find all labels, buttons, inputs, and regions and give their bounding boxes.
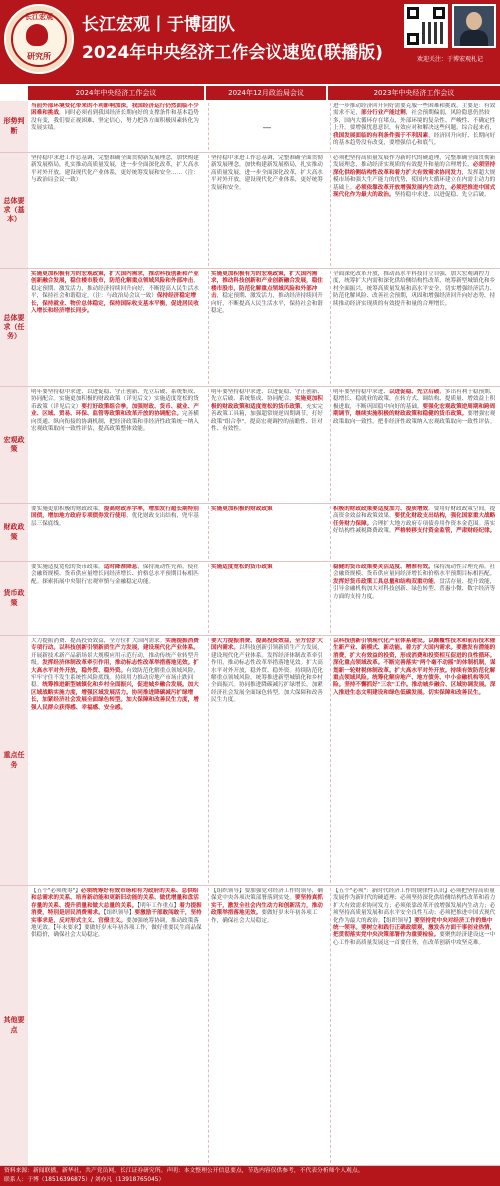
cell-c3 [330, 389, 498, 501]
cell-text: 要树立和践行正确政绩观，激发各方面干事创业热情，把贯彻落实党中央决策部署作为重要检验。 [333, 925, 496, 939]
cell-text: ，盘活存量、提升效能，引导金融机构加大对科技创新、绿色转型、普惠小微、数字经济等方面的支持力度。 [333, 578, 496, 600]
cell-text: 实施更加积极有为的宏观政策，扩大国内需求，推动科技创新和产业创新融合发展，稳住楼市股市，防范化解重点领域风险和外部冲击 [211, 271, 323, 300]
cell-text: 以科技创新引领新质生产力发展，建设现代化产业体系。 [58, 645, 199, 652]
cell-c1 [31, 888, 203, 1163]
cell-text: 实施更加积极的财政政策（详见后文） [58, 396, 155, 403]
cell-text: 【五个"必须"：新时代经济工作的规律性认识】 [333, 888, 451, 894]
cell-text: 必须统筹好有效市场和有为政府的关系、总供给和总需求的关系、培育新动能和更新旧动能的关系、做优增量和盘活存量的关系、提升质量和做大总量的关系。 [31, 888, 199, 909]
cell-text: 以进促稳、先立后破 [388, 389, 440, 395]
cell-text: 必须依靠改革开放增强发展内生动力，必须把推进中国式现代化作为最大的政治。 [333, 184, 496, 199]
cell-c3 [330, 103, 498, 150]
cell-text: 严格转移支付资金监管，严肃财经纪律。 [394, 528, 496, 535]
cell-text: 要聚焦经济建设这一中心工作和高质量发展这一首要任务，在改革创新中攻坚克难。 [333, 932, 496, 946]
cell-text: 统筹推进新型城镇化和乡村全面振兴，促进城乡融合发展。 [42, 682, 188, 689]
cell-text: 要大力提振消费、提高投资效益，全方位扩大国内需求。 [211, 638, 323, 652]
cell-c2 [208, 103, 325, 150]
empty-dash: — [262, 122, 272, 133]
cell-c1 [31, 506, 203, 559]
cell-c3 [330, 271, 498, 384]
cell-text: 着力扩大国内需求。 [405, 645, 457, 652]
cell-text: 协同推进降碳减污扩绿增长，加紧经济社会发展全面绿色转型。 [31, 689, 194, 704]
cell-text: 扩大高水平对外开放。 [394, 667, 451, 674]
cell-text: ，社会预期偏弱，风险隐患仍然较多，国内大循环存在堵点，外部环境的复杂性、严峻性、不确定性上升。要增强忧患意识，有效应对和解决这些问题。综合起来看， [333, 110, 496, 132]
cell-c2 [208, 155, 325, 266]
logo-bottom-text: 研究所 [27, 51, 51, 61]
column-header-2024-politburo: 2024年12月政治局会议 [206, 86, 326, 100]
cell-text: 明年要坚持稳中求进、以进促稳、守正创新、先立后破、系统集成、协同配合。 [31, 389, 199, 403]
cell-text: 【明年工作重点】 [137, 902, 180, 909]
cell-text: 要激励干部敢闯敢干，坚持实事求是，反对形式主义、官僚主义。 [31, 910, 202, 924]
logo-top-text: 长江宏观 [25, 12, 53, 21]
cell-text: 提高财政赤字率，增加发行超长期特别国债，增加地方政府专项债券发行使用 [31, 506, 199, 520]
row-label: 总体要求（基本） [0, 153, 28, 268]
row-label: 财政政策 [0, 504, 28, 561]
cell-c2 [208, 506, 325, 559]
cell-text: 深入推进生态文明建设和绿色低碳发展。 [333, 682, 496, 696]
cell-c1 [31, 271, 203, 384]
column-header-2024-ceconf: 2024年中央经济工作会议 [28, 86, 204, 100]
cell-text: 要做好岁末年初各项工作，确保社会大局稳定。 [211, 910, 318, 924]
cell-text: 适时降准降息 [103, 564, 138, 570]
section-row [0, 886, 500, 1166]
cell-text: 有效防范化解重点领域风险，牢牢守住不发生系统性风险底线。持续用力推动房地产市场止跌回稳。 [31, 667, 199, 689]
row-label: 重点任务 [0, 636, 28, 885]
cell-text: 稳健的货币政策要灵活适度、精准有效。 [333, 564, 434, 570]
qr-code-icon [404, 4, 448, 48]
cell-text: 实施提振消费专项行动。 [31, 638, 199, 652]
cell-text: ，稳定预期、激发活力，推动经济持续回升向好，不断提高人民生活水平，保持社会和谐稳定。 [211, 293, 323, 315]
cell-text: ，保持流动性充裕，使社会融资规模、货币供应量增长同经济增长、价格总水平预期目标相匹配。探索拓展中央银行宏观审慎与金融稳定功能。 [31, 564, 199, 585]
section-row [0, 387, 500, 504]
analyst-photo [452, 4, 496, 48]
cell-text: 明年要坚持稳中求进、 [333, 389, 389, 395]
cell-text: 统筹推进新型城镇化和乡村全面振兴。 [211, 675, 323, 689]
cell-c2 [208, 638, 325, 883]
cell-text: 实施更加积极的财政政策和适度宽松的货币政策 [211, 396, 323, 410]
cell-text: 发挥经济体制改革牵引作用，推动标志性改革举措落地见效。 [211, 652, 323, 667]
cell-text: 进一步推动经济回升向好需要克服一些困难和挑战，主要是：有效需求不足， [333, 103, 496, 117]
cell-c1 [31, 155, 203, 266]
footer [0, 1166, 500, 1186]
cell-text: 以科技创新引领新质生产力发展，建设现代化产业体系。 [211, 645, 323, 659]
cell-text: 要增强宏观政策取向一致性，把非经济性政策纳入宏观政策取向一致性评估。 [333, 411, 496, 425]
cell-text: 要实施更加积极的财政政策。 [31, 506, 104, 512]
cell-text: 以颠覆性技术和前沿技术催生新产业、新模式、新动能。 [333, 638, 496, 652]
cell-text: 要打好政策组合拳，加强财政、货币、就业、产业、区域、贸易、环保、监管等政策和改革开放的协调配合。 [31, 403, 199, 418]
cell-text: ，发挥超大规模市场和强大生产能力的优势，使国内大循环建立在内需主动力的基础上。 [333, 169, 496, 191]
row-label: 货币政策 [0, 562, 28, 635]
cell-text: 要优化财政支出结构，强化国家重大战略任务财力保障。 [333, 513, 496, 527]
row-label: 总体要求（任务） [0, 269, 28, 386]
cell-text: 开展新技术新产品新场景大规模应用示范行动，推动传统产业转型升级。 [31, 652, 199, 667]
cell-c2 [208, 564, 325, 633]
cell-text: 持续防范化解重点领域风险。 [211, 667, 323, 682]
cell-text: 必须把坚持高质量发展作为新时代的硬道理；必须坚持深化供给侧结构性改革和着力扩大有效需求协同发力；必须依靠改革开放增强发展内生动力；必须坚持高质量发展和高水平安全良性互动；必须把推进中国式现代化作为最大的政治。 [333, 888, 496, 924]
cell-text: 保持流动性合理充裕，社会融资规模、货币供应量同经济增长和价格水平预期目标相匹配。 [333, 564, 496, 578]
cell-text: 切实保障和改善民生。 [428, 689, 485, 696]
cell-text: 着力提振消费，特别是居民消费需求。 [31, 902, 202, 917]
section-row [0, 562, 500, 636]
cell-text: 加大区域战略实施力度，增强区域发展活力。 [31, 682, 199, 696]
cell-text: 完善横向贯通、纵向衔接的协调机制，把经济政策和非经济性政策统一纳入宏观政策取向一致性评估，提高政策整体效能。 [31, 411, 199, 433]
cell-text: 全面深化改革开放，推动高水平科技自立自强，加大宏观调控力度，统筹扩大内需和深化供给侧结构性改革，统筹新型城镇化和乡村全面振兴，统筹高质量发展和高水平安全，切实增强经济活力、防范化解风险、改善社会预期，巩固和增强经济回升向好态势，持续推动经济实现质的有效提升和量的合理增长。 [333, 271, 496, 307]
cell-text: 加大保障和改善民生力度。 [211, 689, 323, 704]
cell-text: ，优化财政支出结构，兜牢基层三保底线。 [31, 513, 199, 527]
cell-text: 协同推进降碳减污扩绿增长，加紧经济社会发展全面绿色转型。 [211, 682, 323, 696]
cell-text: 深化重点领域改革。 [333, 660, 384, 667]
header-banner [0, 0, 500, 84]
cell-text: 要做好岁末年初各项工作，做好重要民生商品保供稳价，确保社会大局稳定。 [31, 925, 202, 939]
cell-text: 合理扩大地方政府专项债券用作资本金范围。落实好结构性减税降费政策。 [333, 520, 496, 535]
cell-text: 我国发展面临的有利条件强于不利因素 [333, 132, 429, 139]
cell-text: 不断完善落实"两个毫不动摇"的体制机制，谋划新一轮财税体制改革。 [333, 660, 496, 674]
institute-logo [4, 4, 74, 74]
cell-text: 保持经济稳定增长，保持就业、物价总体稳定，保持国际收支基本平衡，促进居民收入增长和经济增长同步。 [31, 293, 199, 315]
row-label: 宏观政策 [0, 387, 28, 503]
cell-text: ，充实完善政策工具箱，加强超常规逆周期调节，打好政策"组合拳"，提高宏观调控的前瞻性、针对性、有效性。 [211, 403, 323, 433]
cell-text: 要坚持真抓实干，激发全社会内生动力和创新活力，推动政策举措落地见效。 [211, 895, 323, 917]
brand-title: 长江宏观丨于博团队 [82, 15, 235, 35]
cell-text: 扩大高水平对外开放，稳外贸、稳外资。 [211, 660, 323, 674]
cell-text: 持续有效防范化解重点领域风险。 [333, 667, 496, 682]
cell-text: 统筹化解房地产、地方债务、中小金融机构等风险。 [333, 675, 490, 689]
cell-text: 实施适度宽松的货币政策 [211, 564, 273, 570]
cell-text: 部分行业产能过剩 [360, 110, 406, 117]
cell-c2 [208, 271, 325, 384]
cell-text: 要坚持党中央对经济工作的集中统一领导。 [333, 917, 493, 932]
cell-text: ，经济回升向好、长期向好的基本趋势没有改变，要增强信心和底气。 [333, 132, 496, 147]
cell-text: 当前外部环境变化带来的不利影响加深，我国经济运行仍然面临不少困难和挑战 [31, 103, 199, 117]
cell-text: 【年末要求】 [53, 925, 85, 932]
cell-text: 推动城乡融合、区域协调发展。 [411, 682, 490, 689]
cell-text: 实施适度宽松的货币政策（详见后文） [31, 396, 199, 410]
cell-text: 要激发有潜能的消费，扩大有效益的投资，形成消费和投资相互促进的良性循环。 [333, 645, 496, 659]
cell-text: 大力提振消费、提高投资效益，全方位扩大国内需求。 [31, 638, 166, 644]
cell-c1 [31, 389, 203, 501]
section-row [0, 101, 500, 153]
cell-text: 积极的财政政策要适度加力、提质增效 [333, 506, 429, 512]
cell-text: 以科技创新引领现代化产业体系建设。 [333, 638, 429, 644]
row-label: 其他要点 [0, 886, 28, 1165]
cell-text: 发挥好货币政策工具总量和结构双重功能 [333, 578, 434, 585]
cell-text: 【组织领导】 [383, 917, 415, 924]
cell-text: 坚持稳中求进、以进促稳、先立后破。 [394, 192, 490, 199]
cell-text: 加大保障和改善民生力度，增强人民群众获得感、幸福感、安全感。 [31, 697, 199, 711]
row-label: 形势判断 [0, 101, 28, 152]
cell-text: 扩大高水平对外开放，稳外贸、稳外资。 [31, 660, 199, 674]
cell-text: 要加强党对经济工作的领导，确保党中央各项决策部署落到实处。 [211, 888, 323, 902]
cell-text: 【组织领导】 [103, 910, 135, 917]
section-row [0, 636, 500, 886]
cell-text: 要强化宏观政策逆周期和跨周期调节，继续实施积极的财政政策和稳健的货币政策。 [333, 403, 496, 418]
cell-text: 必须坚持深化供给侧结构性改革和着力扩大有效需求协同发力 [333, 162, 496, 176]
section-row [0, 269, 500, 387]
cell-text: 坚持稳中求进工作总基调，完整准确全面贯彻新发展理念，加快构建新发展格局，扎实推动高质量发展，进一步全面深化改革，扩大高水平对外开放，建设现代化产业体系，更好统筹发展和安全…… [31, 155, 199, 176]
cell-text: （注：与政治局会议一致） [92, 293, 157, 300]
cell-text: 实施更加积极有为的宏观政策，扩大国内需求，推动科技创新和产业创新融合发展，稳住楼市股市，防范化解重点领域风险和外部冲击 [31, 271, 199, 285]
cell-c3 [330, 564, 498, 633]
cell-text: （注：与政治局会议一致） [31, 169, 199, 184]
logo-emblem-icon [26, 24, 48, 46]
cell-text: 发挥经济体制改革牵引作用，推动标志性改革举措落地见效。 [42, 660, 194, 667]
cell-c3 [330, 638, 498, 883]
cell-text: 明年要坚持稳中求进、以进促稳、守正创新、先立后破、系统集成、协同配合。 [211, 389, 323, 403]
cell-text: 要加强统筹协调，推动政策落地见效。 [31, 917, 199, 932]
cell-c3 [330, 888, 498, 1163]
column-header-2023-ceconf: 2023年中央经济工作会议 [328, 86, 500, 100]
cell-c1 [31, 103, 203, 150]
footer-source: 资料来源：新闻联播，新华社，共产党员网，长江证券研究所。声明：本文整理公开信息要点，节选内容仅供参考，不代表分析师个人观点。 [4, 1168, 364, 1174]
cell-c1 [31, 638, 203, 883]
cell-c3 [330, 155, 498, 266]
cell-text: 。要用好财政政策空间，提高资金效益和政策效果。 [333, 506, 496, 520]
cell-text: 【五个"必须统筹"】 [31, 888, 81, 894]
cell-text: 必须把坚持高质量发展作为新时代的硬道理，完整准确全面贯彻新发展理念，推动经济实现质的有效提升和量的合理增长。 [333, 155, 496, 169]
cell-text: ，多出有利于稳预期、稳增长、稳就业的政策，在转方式、调结构、提质量、增效益上积极进取，不断巩固稳中向好的基础。 [333, 389, 496, 410]
cell-text: ，稳定预期、激发活力，推动经济持续回升向好，不断提高人民生活水平，保持社会和谐稳定。 [31, 278, 199, 300]
cell-text: 【组织领导】 [211, 888, 245, 894]
follow-caption: 欢迎关注：于博宏观札记 [416, 56, 483, 63]
cell-c2 [208, 888, 325, 1163]
section-row [0, 504, 500, 562]
cell-c2 [208, 389, 325, 501]
footer-contact: 联系人：于博（18516396875）/ 刘亦凡（13918765045） [4, 1177, 165, 1183]
page-title: 2024年中央经济工作会议速览(联播版) [82, 43, 383, 63]
section-row [0, 153, 500, 269]
cell-c3 [330, 506, 498, 559]
cell-text: ，同时必须看到我国经济长期向好的支撑条件和基本趋势没有变，我们要正视困难、坚定信心，努力把各方面积极因素转化为发展实绩。 [31, 110, 199, 132]
cell-text: 实施更加积极的财政政策 [211, 506, 273, 512]
cell-text: 要实施适度宽松的货币政策。 [31, 564, 104, 570]
cell-text: 坚持不懈抓好"三农"工作。 [344, 682, 412, 689]
cell-text: 坚持稳中求进工作总基调，完整准确全面贯彻新发展理念，加快构建新发展格局，扎实推动高质量发展，进一步全面深化改革，扩大高水平对外开放，建设现代化产业体系，更好统筹发展和安全。 [211, 155, 323, 191]
cell-c1 [31, 564, 203, 633]
